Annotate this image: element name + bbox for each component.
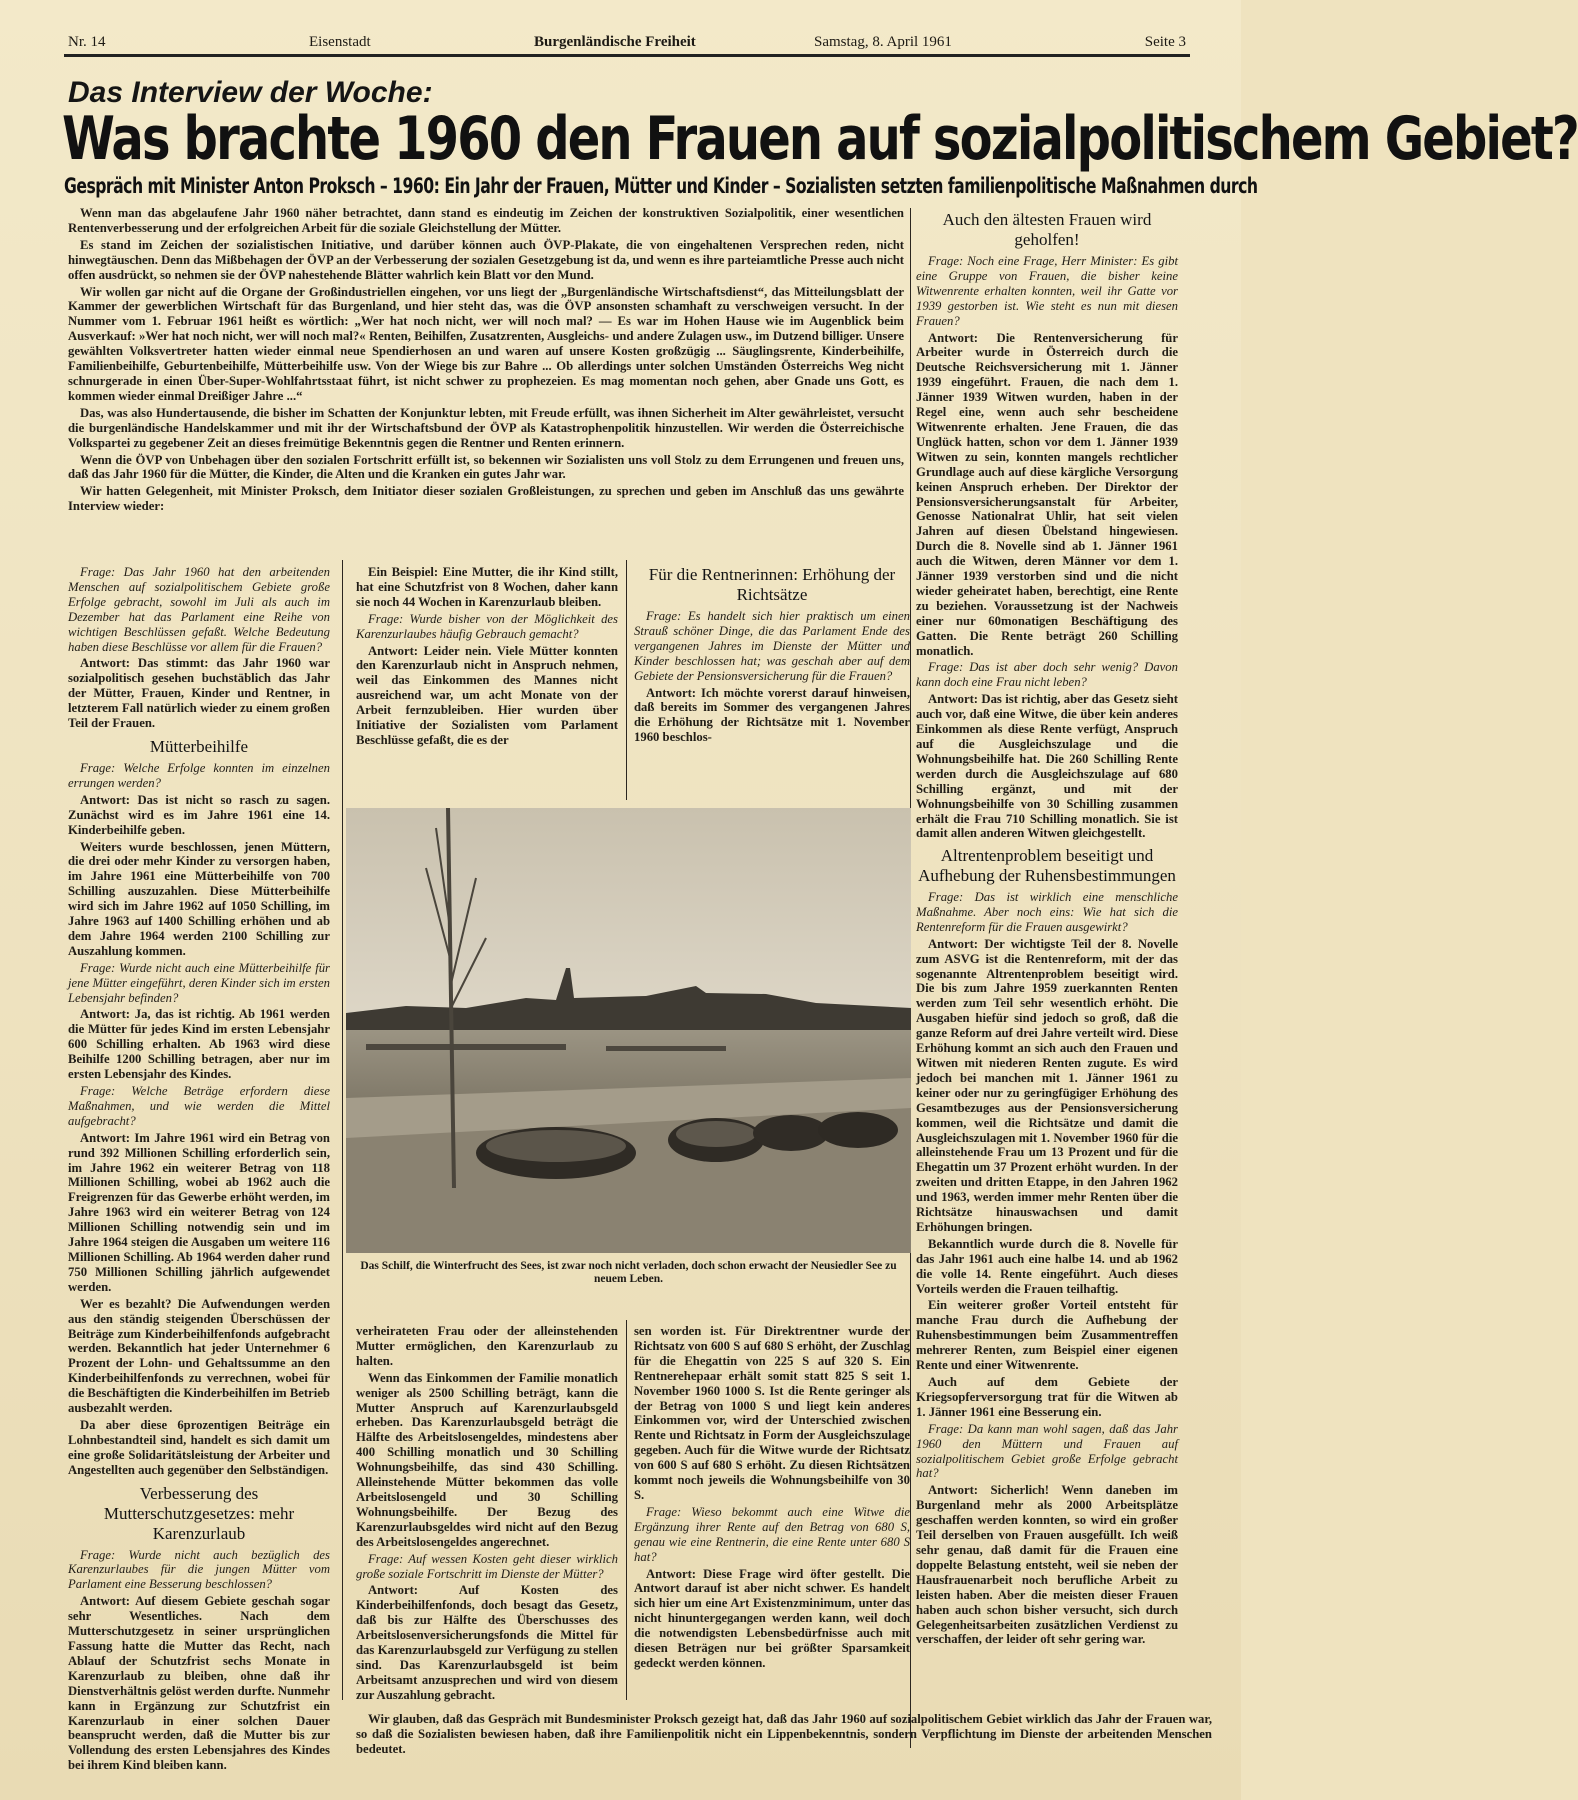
column-1 [68,565,330,1773]
issue-date: Samstag, 8. April 1961 [814,34,952,50]
paragraph: sen worden ist. Für Direktrentner wurde der Richtsatz von 600 S auf 680 S erhöht, der Zuschlag für die Ehegattin von 225 S auf 320 S. Ein Rentnerehepaar erhält somit statt 825 S seit 1. November 1960 1000 S. Ist die Rente geringer als der Betrag von 1000 S und liegt kein anderes Einkommen vor, wird der Unterschied zwischen Rente und Richtsatz in Form der Ausgleichszulage gegeben. Auch für die Witwe wurde der Richtsatz von 600 S auf 680 S erhöht. Zu diesen Richtsätzen kommt noch jeweils die Wohnungsbeihilfe von 30 S. [634,1324,910,1502]
section-heading: Altrentenproblem beseitigt und Aufhebung der Ruhensbestimmungen [918,846,1176,885]
paragraph: Weiters wurde beschlossen, jenen Müttern, die drei oder mehr Kinder zu versorgen haben, im Jahre 1961 eine Mütterbeihilfe von 700 Schilling auszuzahlen. Diese Mütterbeihilfe wird sich im Jahre 1962 auf 1050 Schilling, im Jahre 1963 auf 1400 Schilling erhöhen und ab dem Jahre 1964 werden 2100 Schilling zur Auszahlung kommen. [68,839,330,958]
interview-question: Frage: Auf wessen Kosten geht dieser wirklich große soziale Fortschritt im Dienste der Mütter? [356,1551,618,1581]
section-heading: Verbesserung des Mutterschutzgesetzes: mehr Karenzurlaub [103,1483,295,1543]
paragraph: Da aber diese 6prozentigen Beiträge ein Lohnbestandteil sind, handelt es sich damit um eine große Solidaritätsleistung der Arbeiter und Angestellten auch gegenüber den Selbständigen. [68,1417,330,1477]
interview-question: Frage: Es handelt sich hier praktisch um einen Strauß schöner Dinge, die das Parlament Ende des vergangenen Jahres im Dienste der Mütter und Kinder beschlossen hat; was geschah aber auf dem Gebiete der Pensionsversicherung für die Frauen? [634,609,910,683]
interview-question: Frage: Wurde bisher von der Möglichkeit des Karenzurlaubes häufig Gebrauch gemacht? [356,611,618,641]
interview-question: Frage: Welche Beträge erfordern diese Maßnahmen, und wie werden die Mittel aufgebracht? [68,1084,330,1128]
interview-answer: Antwort: Sicherlich! Wenn daneben im Burgenland mehr als 2000 Arbeitsplätze geschaffen werden konnten, so wird ein großer Teil derselben von Frauen ausgefüllt. Ich weiß sehr genau, daß damit für die Frauen eine doppelte Belastung entsteht, weil sie neben der Hausfrauenarbeit noch berufliche Arbeit zu leisten haben. Aber die meisten dieser Frauen haben auch schon bisher versucht, sich durch Gelegenheitsarbeiten zusätzlichen Verdienst zu verschaffen, der leider oft sehr gering war. [916,1483,1178,1647]
column-2-top [356,565,618,795]
paragraph: Ein weiterer großer Vorteil entsteht für manche Frau durch die Aufhebung der Ruhensbestimmungen beim Zusammentreffen mehrerer Renten, zum Beispiel einer eigenen Rente und einer Witwenrente. [916,1298,1178,1373]
photo-caption: Das Schilf, die Winterfrucht des Sees, ist zwar noch nicht verladen, doch schon erwacht der Neusiedler See zu neuem Leben. [360,1260,897,1285]
interview-answer: Antwort: Diese Frage wird öfter gestellt. Die Antwort darauf ist aber nicht schwer. Es handelt sich hier um eine Art Existenzminimum, unter das nicht hinuntergegangen werden kann, weil doch die notwendigsten Lebensbedürfnisse auch mit diesen Beträgen nur bei größter Sparsamkeit gedeckt werden können. [634,1566,910,1670]
column-rule [342,560,343,1700]
section-heading: Auch den ältesten Frauen wird geholfen! [942,210,1152,249]
page-number: Seite 3 [1144,34,1186,50]
interview-question: Frage: Das Jahr 1960 hat den arbeitenden Menschen auf sozialpolitischem Gebiete große Erfolge gebracht, sowohl im Juli als auch im Dezember hat das Parlament eine Reihe von wichtigen Beschlüssen gefaßt. Welche Bedeutung haben diese Beschlüsse vor allem für die Frauen? [68,565,330,654]
paragraph: Auch auf dem Gebiete der Kriegsopferversorgung trat für die Witwen ab 1. Jänner 1961 eine Besserung ein. [916,1375,1178,1419]
interview-question: Frage: Das ist aber doch sehr wenig? Davon kann doch eine Frau nicht leben? [916,660,1178,690]
interview-answer: Antwort: Ja, das ist richtig. Ab 1961 werden die Mütter für jedes Kind im ersten Lebensjahr 600 Schilling erhalten. Ab 1963 wird diese Beihilfe 1200 Schilling betragen, aber nur im ersten Lebensjahr des Kindes. [68,1007,330,1082]
paragraph: Bekanntlich wurde durch die 8. Novelle für das Jahr 1961 auch eine halbe 14. und ab 1962 die volle 14. Rente eingeführt. Auch dieses Vorteils werden die Frauen teilhaftig. [916,1236,1178,1296]
column-3-bottom [634,1324,910,1694]
section-heading: Mütterbeihilfe [149,736,249,756]
interview-answer: Antwort: Auf diesem Gebiete geschah sogar sehr Wesentliches. Nach dem Mutterschutzgesetz in seiner ursprünglichen Fassung hatte die Mutter das Recht, nach Ablauf der Schutzfrist sechs Monate in Karenzurlaub zu bleiben, ohne daß ihr Dienstverhältnis gelöst werden durfte. Nunmehr kann in Ergänzung zur Schutzfrist ein Karenzurlaub in einer solchen Dauer beansprucht werden, daß die Mutter bis zur Vollendung des ersten Lebensjahres des Kindes bei ihrem Kind bleiben kann. [68,1594,330,1773]
interview-answer: Antwort: Der wichtigste Teil der 8. Novelle zum ASVG ist die Rentenreform, mit der das sogenannte Altrentenproblem beseitigt wird. Die bis zum Jahre 1959 zuerkannten Renten werden zum Teil sehr wesentlich erhöht. Die Ausgaben hiefür sind jedoch so groß, daß die ganze Reform auf drei Jahre verteilt wird. Diese Erhöhung kommt an sich auch den Frauen und Witwen mit niederen Renten zugute. Es wird jedoch bei manchen mit 1. Jänner 1961 zu keiner oder nur zu geringfügiger Erhöhung des Gesamtbezuges aus der Pensionsversicherung kommen, weil die Richtsätze und damit die Ausgleichszulagen mit 1. November 1960 für die alleinstehende Frau um 13 Prozent und für die Ehegattin um 37 Prozent erhöht wurden. In der zweiten und dritten Etappe, in den Jahren 1962 und 1963, werden immer mehr Renten über die Richtsätze hinauswachsen und damit Erhöhungen bringen. [916,936,1178,1234]
paragraph: Wer es bezahlt? Die Aufwendungen werden aus den ständig steigenden Überschüssen der Beiträge zum Kinderbeihilfenfonds aufgebracht werden. Bekanntlich hat jeder Unternehmer 6 Prozent der Lohn- und Gehaltssumme an den Kinderbeihilfenfonds zu verrechnen, wobei für die Beschäftigten die Kinderbeihilfen im Betrieb ausbezahlt werden. [68,1296,330,1416]
interview-answer: Antwort: Ich möchte vorerst darauf hinweisen, daß bereits im Sommer des vergangenen Jahres die Erhöhung der Richtsätze mit 1. November 1960 beschlos- [634,685,910,745]
article-lead [68,206,904,536]
interview-question: Frage: Das ist wirklich eine menschliche Maßnahme. Aber noch eins: Wie hat sich die Rentenreform für die Frauen ausgewirkt? [916,890,1178,934]
right-column-top [916,210,1178,840]
lead-paragraph: Wenn man das abgelaufene Jahr 1960 näher betrachtet, dann stand es eindeutig im Zeichen der konstruktiven Sozialpolitik, einer wesentlichen Rentenverbesserung und der erfolgreichen Arbeit für die soziale Gleichstellung der Mütter. [68,206,904,235]
newspaper-name: Burgenländische Freiheit [534,34,696,50]
lead-paragraph: Das, was also Hundertausende, die bisher im Schatten der Konjunktur lebten, mit Freude erfüllt, was ihnen Sicherheit im Alter gewährleistet, versucht die burgenländische Handelskammer und mit ihr der Wirtschaftsbund der ÖVP als Katastrophenpolitik hinzustellen. Wir werden die Österreichische Volkspartei zu gegebener Zeit an dieses freimütige Bekenntnis gegen die Rentner und Renten erinnern. [68,405,904,450]
lead-paragraph: Es stand im Zeichen der sozialistischen Initiative, und darüber können auch ÖVP-Plakate, die von eingehaltenen Versprechen reden, nicht hinwegtäuschen. Denn das Mißbehagen der ÖVP an der Verbesserung der sozialen Gesetzgebung ist da, und wenn es ihre parteiamtliche Presse auch nicht offen ausdrückt, so nehmen sie der ÖVP nahestehende Blätter wahrlich kein Blatt vor den Mund. [68,237,904,282]
article-headline: Was brachte 1960 den Frauen auf sozialpolitischem Gebiet? [62,104,1578,174]
paragraph: Wir glauben, daß das Gespräch mit Bundesminister Proksch gezeigt hat, daß das Jahr 1960 auf sozialpolitischem Gebiet wirklich das Jahr der Frauen war, so daß die Sozialisten bewiesen haben, daß ihre Familienpolitik nicht ein Lippenbekenntnis, sondern Verpflichtung im Dienste der arbeitenden Menschen bedeutet. [356,1712,1212,1756]
lead-paragraph: Wenn die ÖVP von Unbehagen über den sozialen Fortschritt erfüllt ist, so bekennen wir Sozialisten uns voll Stolz zu dem Errungenen und freuen uns, daß das Jahr 1960 für die Mütter, die Kinder, die Alten und die Kranken ein gutes Jahr war. [68,452,904,482]
interview-question: Frage: Welche Erfolge konnten im einzelnen errungen werden? [68,760,330,790]
interview-question: Frage: Da kann man wohl sagen, daß das Jahr 1960 den Müttern und Frauen auf sozialpolitischem Gebiet große Erfolge gebracht hat? [916,1421,1178,1481]
issue-number: Nr. 14 [68,34,106,50]
article-subheadline: Gespräch mit Minister Anton Proksch – 1960: Ein Jahr der Frauen, Mütter und Kinder – Sozialisten setzten familienpolitische Maßnahmen durch [64,174,1258,198]
place-name: Eisenstadt [309,34,371,50]
column-3-top [634,565,910,795]
interview-answer: Antwort: Das ist richtig, aber das Gesetz sieht auch vor, daß eine Witwe, die über kein anderes Einkommen als diese Rente verfügt, Anspruch auf die Ausgleichszulage und die Wohnungsbeihilfe hat. Die 260 Schilling Rente werden durch die Ausgleichszulage auf 680 Schilling ergänzt, und mit der Wohnungsbeihilfe von 30 Schilling zusammen erhält die Frau 710 Schilling monatlich. Sie ist damit allen anderen Witwen gleichgestellt. [916,692,1178,841]
interview-answer: Antwort: Leider nein. Viele Mütter konnten den Karenzurlaub nicht in Anspruch nehmen, weil das Einkommen des Mannes nicht ausreichend war, um acht Monate von der Arbeit fernzubleiben. Hier wurden über Initiative der Sozialisten vom Parlament Beschlüsse gefaßt, die es der [356,643,618,747]
interview-answer: Antwort: Im Jahre 1961 wird ein Betrag von rund 392 Millionen Schilling erforderlich sein, im Jahre 1962 ein weiterer Betrag von 118 Millionen Schilling, wobei ab 1962 auch die Freigrenzen für das Gewerbe erhöht werden, im Jahre 1963 wird ein weiterer Betrag von 124 Millionen Schilling notwendig sein und im Jahre 1964 steigen die Ausgaben um weitere 116 Millionen Schilling. Ab 1964 werden daher rund 750 Millionen Schilling jährlich aufgewendet werden. [68,1130,330,1294]
lake-photo [346,808,911,1253]
paragraph: Wenn das Einkommen der Familie monatlich weniger als 2500 Schilling beträgt, kann die Mutter Anspruch auf Karenzurlaubsgeld erheben. Das Karenzurlaubsgeld beträgt die Hälfte des Arbeitslosengeldes, mindestens aber 400 Schilling monatlich und 30 Schilling Wohnungsbeihilfe, das sind 430 Schilling. Alleinstehende Mütter bekommen das volle Arbeitslosengeld und 30 Schilling Wohnungsbeihilfe. Der Bezug des Karenzurlaubsgeldes wird nicht auf den Bezug des Arbeitslosengeldes angerechnet. [356,1370,618,1549]
photo-illustration [346,808,911,1253]
right-column-bottom [916,840,1178,1752]
interview-answer: Antwort: Auf Kosten des Kinderbeihilfenfonds, doch besagt das Gesetz, daß bis zur Hälfte des Überschusses des Arbeitslosenversicherungsfonds die Mittel für das Karenzurlaubsgeld zur Verfügung zu stellen sind. Das Karenzurlaubsgeld ist beim Arbeitsamt anzusprechen und wird von diesem zur Auszahlung gebracht. [356,1583,618,1702]
closing-paragraph [356,1712,1212,1772]
lead-paragraph: Wir hatten Gelegenheit, mit Minister Proksch, dem Initiator dieser sozialen Großleistungen, zu sprechen und geben im Anschluß das uns gewährte Interview wieder: [68,484,904,514]
interview-answer: Antwort: Das stimmt: das Jahr 1960 war sozialpolitisch gesehen buchstäblich das Jahr der Mütter, Frauen, Kinder und Rentner, in letzterem Fall natürlich wieder zu einem großen Teil der Frauen. [68,656,330,731]
paragraph: verheirateten Frau oder der alleinstehenden Mutter ermöglichen, den Karenzurlaub zu halten. [356,1324,618,1368]
column-2-bottom [356,1324,618,1702]
lead-paragraph: Wir wollen gar nicht auf die Organe der Großindustriellen eingehen, vor uns liegt der „Burgenländische Wirtschaftsdienst“, das Mitteilungsblatt der Kammer der gewerblichen Wirtschaft für das Burgenland, und hier steht das, was die ÖVP ansonsten schamhaft zu verschweigen versucht. In der Nummer vom 1. Februar 1961 heißt es wörtlich: „Wer hat noch nicht, wer will noch mal? — Es war im Hohen Hause wie im Augenblick beim Ausverkauf: »Wer hat noch nicht, wer will noch mal?« Renten, Beihilfen, Zusatzrenten, Ausgleichs- und andere Zulagen usw., im Dutzend billiger. Unsere gewählten Volksvertreter hatten wieder einmal neue Spendierhosen an und waren auf unsere Kosten großzügig ... Säuglingsrente, Kinderbeihilfe, Familienbeihilfe, Geburtenbeihilfe, Mütterbeihilfe usw. Von der Wiege bis zur Bahre ... Ob allerdings unter solchen Umständen Österreichs Weg nicht schnurgerade in einen Über-Super-Wohlfahrtsstaat führt, ist nicht schwer zu prophezeien. Es mag momentan noch gehen, aber Gnade uns Gott, es kommen wieder einmal Dreißiger Jahre ...“ [68,284,904,403]
interview-question: Frage: Wieso bekommt auch eine Witwe die Ergänzung ihrer Rente auf den Betrag von 680 S, genau wie eine Rentnerin, die eine Rente unter 680 S hat? [634,1504,910,1564]
page-header [64,28,1190,57]
interview-answer: Antwort: Die Rentenversicherung für Arbeiter wurde in Österreich durch die Deutsche Reichsversicherung mit 1. Jänner 1939 eingeführt. Frauen, die nach dem 1. Jänner 1939 Witwen wurden, haben in der Regel eine, wenn auch sehr bescheidene Witwenrente erhalten. Jene Frauen, die das Unglück hatten, schon vor dem 1. Jänner 1939 Witwen zu sein, konnten mangels rechtlicher Grundlage auch auf diese kärgliche Versorgung keinen Anspruch erheben. Der Direktor der Pensionsversicherungsanstalt für Arbeiter, Genosse Nationalrat Uhlir, hat seit vielen Jahren auf diesen Übelstand hingewiesen. Durch die 8. Novelle sind ab 1. Jänner 1961 auch die Witwen, deren Männer vor dem 1. Jänner 1939 verstorben sind und die nicht wieder geheiratet haben, berechtigt, eine Rente zu beziehen. Voraussetzung ist der Nachweis einer nur 60monatigen Beschäftigung des Gatten. Die Rente beträgt 260 Schilling monatlich. [916,330,1178,658]
interview-question: Frage: Wurde nicht auch bezüglich des Karenzurlaubes für die jungen Mütter vom Parlament eine Besserung beschlossen? [68,1547,330,1592]
column-rule [626,560,627,800]
section-heading: Für die Rentnerinnen: Erhöhung der Richtsätze [648,565,896,604]
column-rule [626,1320,627,1700]
interview-question: Frage: Noch eine Frage, Herr Minister: Es gibt eine Gruppe von Frauen, die bisher keine Witwenrente erhalten konnten, weil ihr Gatte vor 1939 gestorben ist. Wie steht es nun mit diesen Frauen? [916,254,1178,328]
interview-question: Frage: Wurde nicht auch eine Mütterbeihilfe für jene Mütter eingeführt, deren Kinder sich im ersten Lebensjahr befinden? [68,960,330,1005]
paragraph: Ein Beispiel: Eine Mutter, die ihr Kind stillt, hat eine Schutzfrist von 8 Wochen, daher kann sie noch 44 Wochen in Karenzurlaub bleiben. [356,565,618,609]
article-kicker: Das Interview der Woche: [68,76,433,109]
interview-answer: Antwort: Das ist nicht so rasch zu sagen. Zunächst wird es im Jahre 1961 eine 14. Kinderbeihilfe geben. [68,792,330,837]
